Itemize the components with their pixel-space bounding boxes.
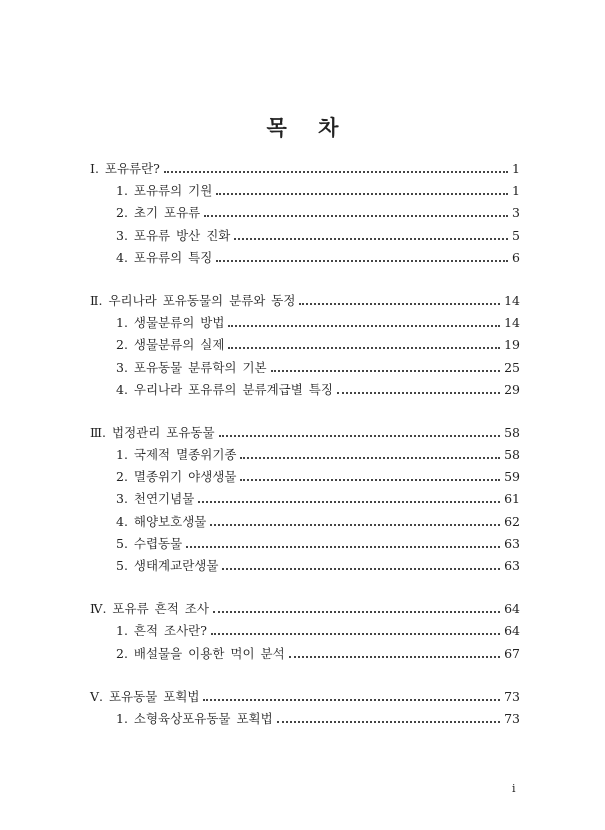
toc-page-number: 3 (512, 205, 520, 221)
toc-heading-label: Ⅳ. 포유류 흔적 조사 (90, 601, 209, 617)
toc-section (90, 686, 520, 730)
toc-heading-label: Ⅰ. 포유류란? (90, 161, 160, 176)
toc-page-number: 67 (504, 645, 520, 661)
toc-page-number: 25 (504, 359, 520, 375)
toc-page-number: 58 (504, 424, 520, 440)
toc-page-number: 1 (512, 161, 520, 176)
toc-item-row[interactable] (90, 334, 520, 356)
toc-item-row[interactable] (90, 225, 520, 247)
leader-dots (164, 171, 508, 173)
leader-dots (240, 479, 500, 481)
leader-dots (219, 435, 501, 437)
toc-page-number: 1 (512, 183, 520, 199)
toc-item-label: 1. 생물분류의 방법 (116, 315, 225, 331)
toc-item-label: 2. 멸종위기 야생생물 (116, 469, 237, 485)
toc-item-label: 1. 포유류의 기원 (116, 183, 213, 199)
toc-item-row[interactable] (90, 620, 520, 642)
toc-heading-label: Ⅲ. 법정관리 포유동물 (90, 424, 215, 440)
toc-item-row[interactable] (90, 708, 520, 730)
leader-dots (198, 501, 500, 503)
toc-heading-row[interactable] (90, 158, 520, 180)
toc-item-row[interactable] (90, 247, 520, 269)
toc-page-number: 73 (504, 710, 520, 726)
leader-dots (289, 656, 500, 658)
leader-dots (222, 568, 500, 570)
toc-page-number: 59 (504, 469, 520, 485)
leader-dots (216, 260, 508, 262)
toc-item-row[interactable] (90, 444, 520, 466)
toc-page-number: 63 (504, 558, 520, 573)
leader-dots (337, 392, 500, 394)
toc-section (90, 598, 520, 665)
toc-page-number: 14 (504, 292, 520, 308)
toc-page-number: 64 (504, 623, 520, 639)
page-title: 목 차 (266, 115, 351, 140)
toc-item-label: 1. 국제적 멸종위기종 (116, 447, 237, 463)
toc-item-row[interactable] (90, 357, 520, 379)
toc-page-number: 29 (504, 381, 520, 397)
toc-item-row[interactable] (90, 511, 520, 533)
toc-page-number: 64 (504, 601, 520, 617)
toc-page-number: 5 (512, 227, 520, 243)
toc-section (90, 158, 520, 269)
toc-page-number: 73 (504, 688, 520, 704)
toc-item-label: 2. 생물분류의 실제 (116, 337, 225, 353)
toc-item-label: 5. 수렵동물 (116, 535, 183, 551)
toc-page-number: 14 (504, 315, 520, 331)
toc-item-label: 1. 흔적 조사란? (116, 623, 207, 639)
toc-item-label: 4. 포유류의 특징 (116, 249, 213, 265)
leader-dots (240, 457, 500, 459)
leader-dots (186, 546, 500, 548)
leader-dots (204, 215, 508, 217)
leader-dots (216, 193, 508, 195)
leader-dots (277, 721, 500, 723)
leader-dots (228, 347, 500, 349)
leader-dots (271, 370, 500, 372)
toc-item-label: 4. 해양보호생물 (116, 513, 207, 529)
toc-item-label: 2. 배설물을 이용한 먹이 분석 (116, 645, 285, 661)
toc-item-row[interactable] (90, 180, 520, 202)
leader-dots (211, 633, 500, 635)
toc-page-number: 61 (504, 491, 520, 507)
toc-item-label: 3. 천연기념물 (116, 491, 195, 507)
page-number: i (512, 782, 516, 795)
toc-heading-row[interactable] (90, 598, 520, 620)
toc-heading-row[interactable] (90, 422, 520, 444)
toc-item-row[interactable] (90, 488, 520, 510)
toc-item-label: 2. 초기 포유류 (116, 205, 201, 221)
toc-item-row[interactable] (90, 555, 520, 577)
toc-item-label: 4. 우리나라 포유류의 분류계급별 특징 (116, 381, 333, 397)
toc-item-row[interactable] (90, 202, 520, 224)
leader-dots (210, 524, 500, 526)
toc-item-label: 3. 포유동물 분류학의 기본 (116, 359, 267, 375)
toc-section (90, 290, 520, 401)
toc-page-number: 19 (504, 337, 520, 353)
table-of-contents (90, 158, 520, 751)
toc-page-number: 63 (504, 535, 520, 551)
leader-dots (213, 611, 500, 613)
toc-page-number: 58 (504, 447, 520, 463)
leader-dots (203, 699, 500, 701)
toc-item-row[interactable] (90, 379, 520, 401)
leader-dots (228, 325, 500, 327)
toc-item-row[interactable] (90, 643, 520, 665)
toc-page-number: 62 (504, 513, 520, 529)
toc-item-label: 3. 포유류 방산 진화 (116, 227, 231, 243)
toc-page-number: 6 (512, 249, 520, 265)
toc-heading-label: Ⅴ. 포유동물 포획법 (90, 688, 200, 704)
toc-heading-label: Ⅱ. 우리나라 포유동물의 분류와 동정 (90, 292, 296, 308)
leader-dots (234, 238, 508, 240)
toc-item-row[interactable] (90, 533, 520, 555)
toc-heading-row[interactable] (90, 290, 520, 312)
toc-item-row[interactable] (90, 466, 520, 488)
toc-section (90, 422, 520, 577)
toc-heading-row[interactable] (90, 686, 520, 708)
toc-item-row[interactable] (90, 312, 520, 334)
toc-item-label: 5. 생태계교란생물 (116, 558, 219, 573)
toc-item-label: 1. 소형육상포유동물 포획법 (116, 710, 273, 726)
leader-dots (299, 303, 500, 305)
